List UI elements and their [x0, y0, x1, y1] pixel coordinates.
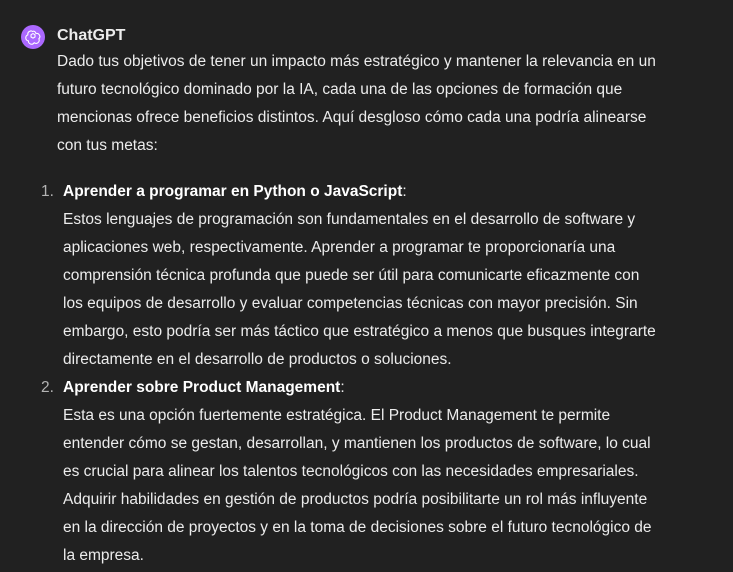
list-item — [41, 178, 657, 374]
list-number: 1. — [41, 183, 54, 200]
list-item-title: Aprender a programar en Python o JavaScript — [63, 183, 403, 200]
list-item-heading — [63, 374, 657, 402]
openai-logo-icon — [21, 25, 45, 49]
numbered-list — [41, 178, 657, 570]
list-item — [41, 374, 657, 570]
list-item-text: Esta es una opción fuertemente estratégica. El Product Management te permite entender cómo se gestan, desarrollan, y mantienen los productos de software, lo cual es crucial para alinear los talentos tecnológicos con las necesidades empresariales. Adquirir habilidades en gestión de productos podría posibilitarte un rol más influyente en la dirección de proyectos y en la toma de decisiones sobre el futuro tecnológico de la empresa. — [63, 407, 652, 564]
list-item-text: Estos lenguajes de programación son fundamentales en el desarrollo de software y aplicaciones web, respectivamente. Aprender a programar te proporcionaría una comprensión técnica profunda que puede ser útil para comunicarte eficazmente con los equipos de desarrollo y evaluar competencias técnicas con mayor precisión. Sin embargo, esto podría ser más táctico que estratégico a menos que busques integrarte directamente en el desarrollo de productos o soluciones. — [63, 211, 656, 368]
message-author: ChatGPT — [57, 27, 126, 44]
list-number: 2. — [41, 379, 54, 396]
list-item-colon: : — [402, 183, 407, 200]
list-item-title: Aprender sobre Product Management — [63, 379, 341, 396]
list-item-heading — [63, 178, 657, 206]
list-item-colon: : — [340, 379, 345, 396]
message-content — [41, 48, 657, 570]
message-intro: Dado tus objetivos de tener un impacto más estratégico y mantener la relevancia en un futuro tecnológico dominado por la IA, cada una de las opciones de formación que mencionas ofrece beneficios distintos. Aquí desgloso cómo cada una podría alinearse con tus metas: — [57, 53, 656, 154]
